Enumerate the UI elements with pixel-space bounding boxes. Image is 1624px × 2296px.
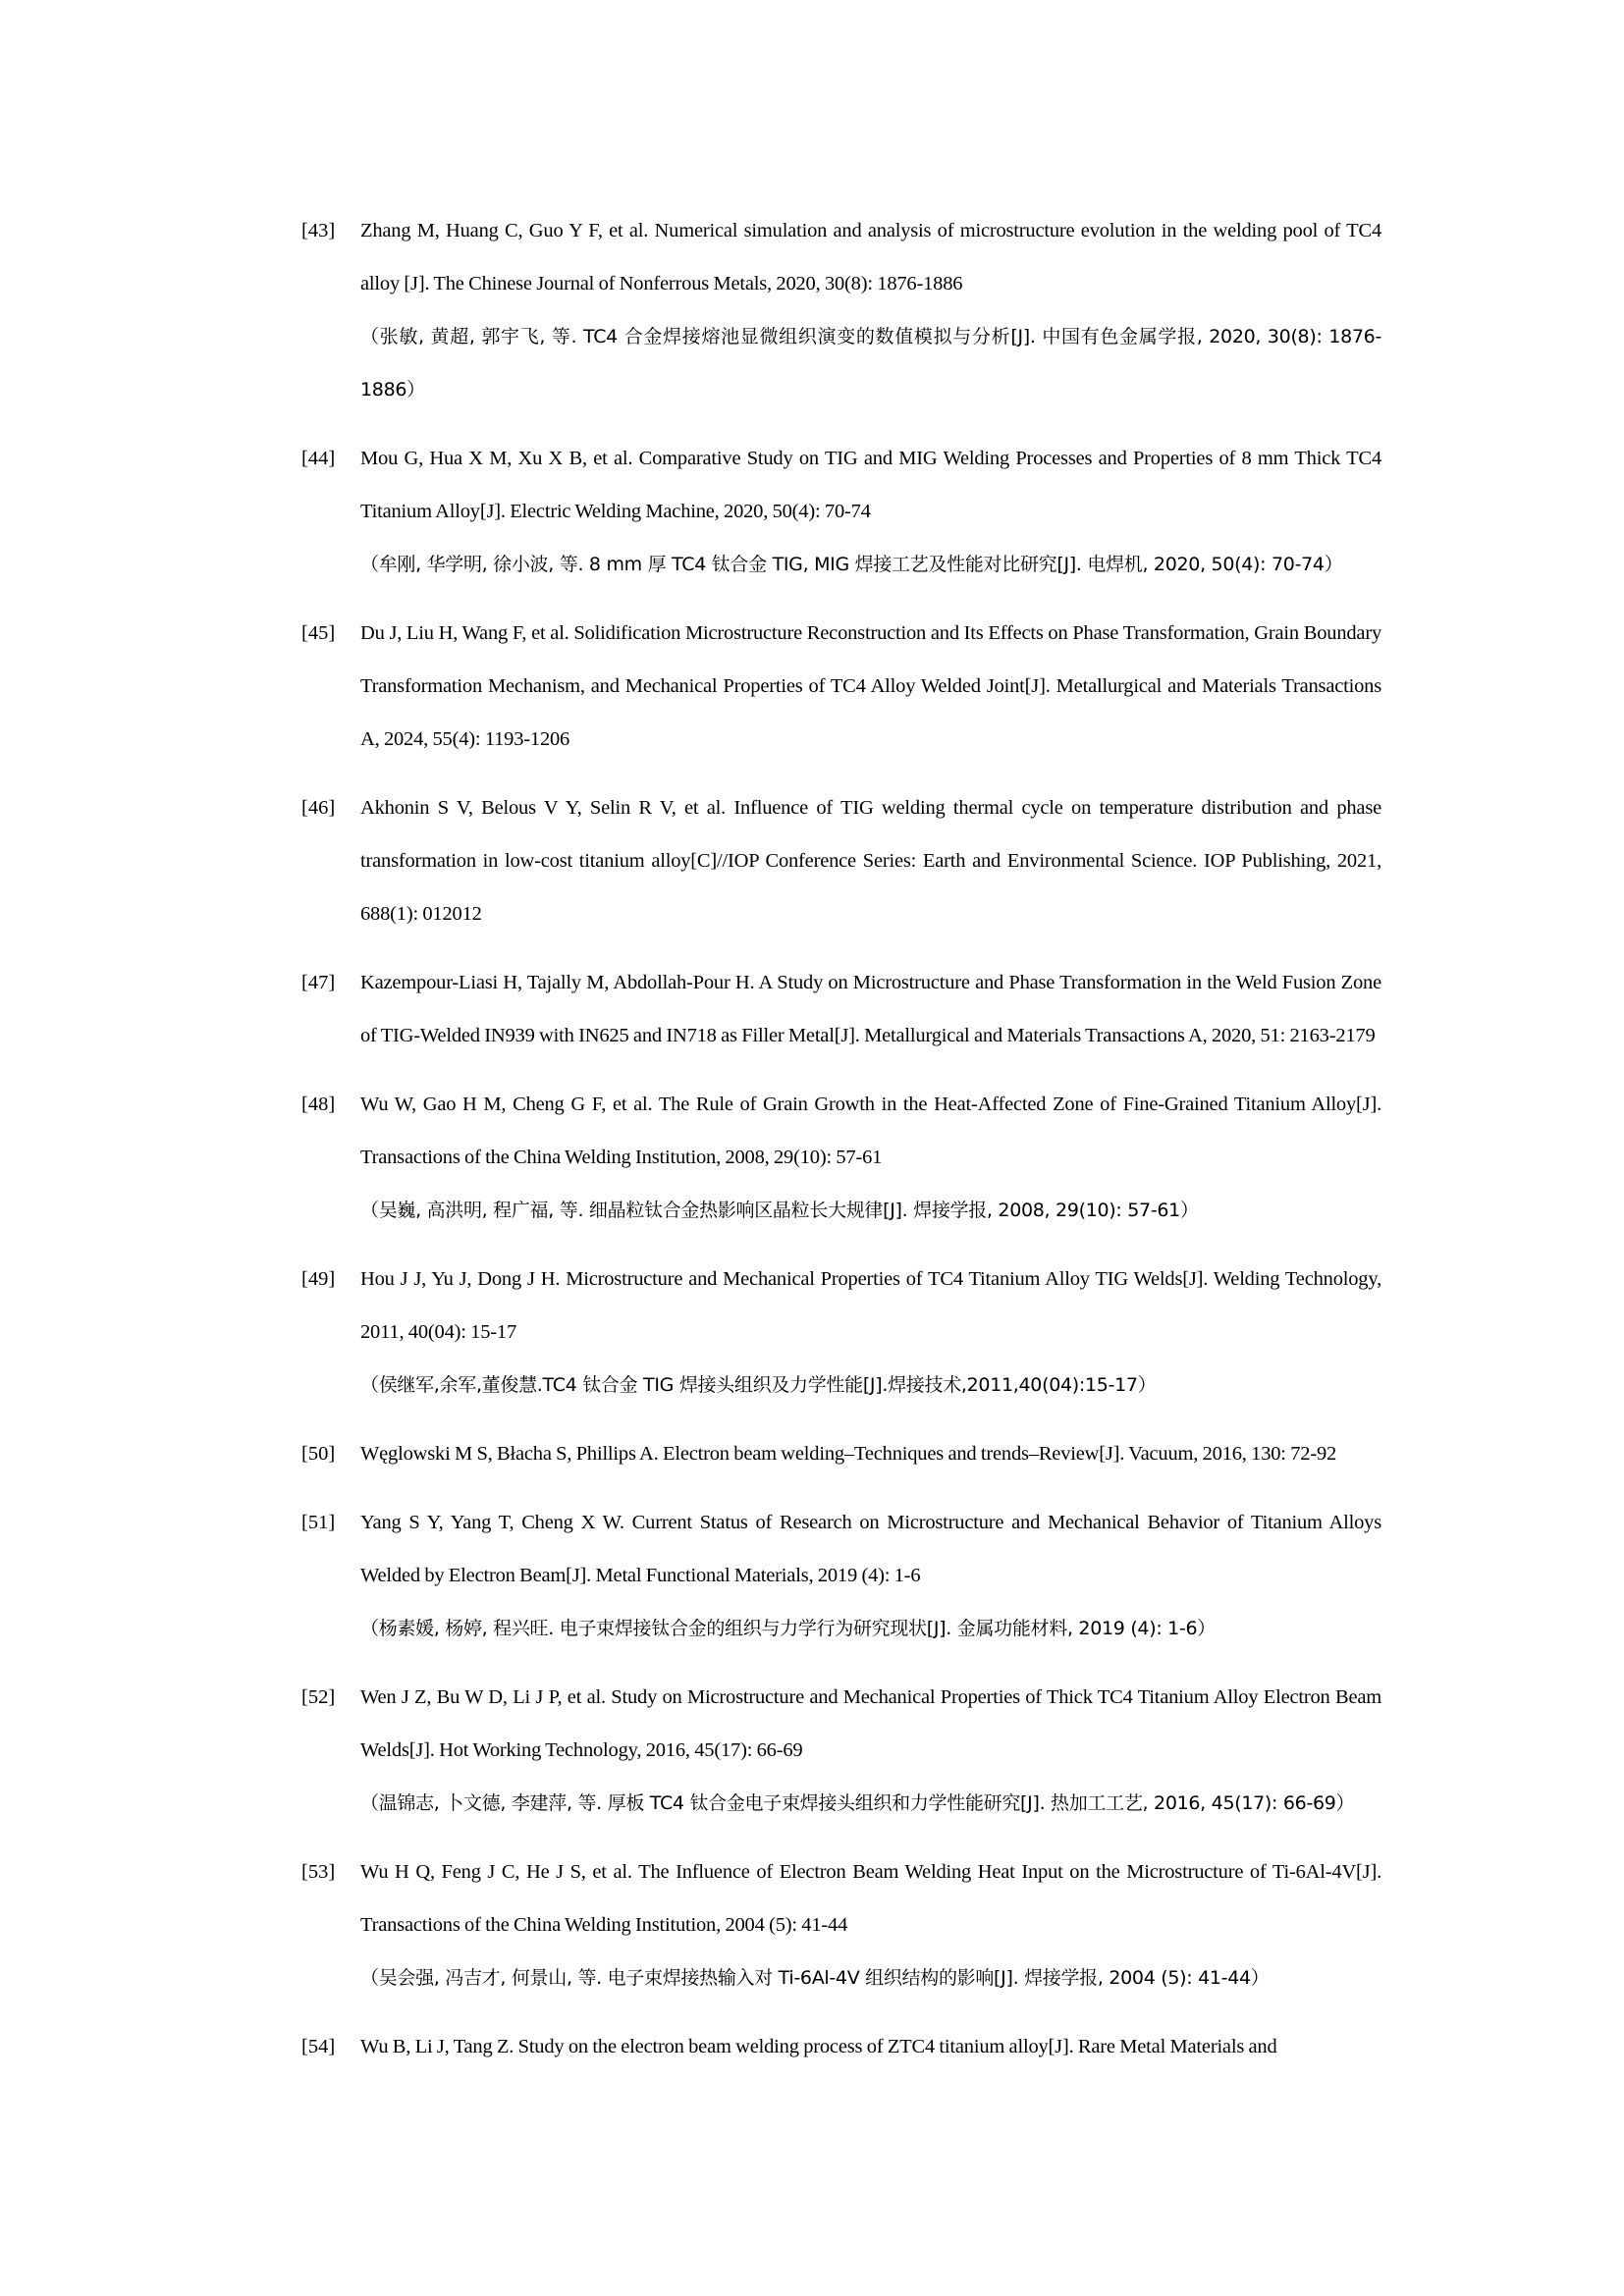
reference-body <box>360 1427 1381 1480</box>
reference-body <box>360 1845 1381 2004</box>
reference-body <box>360 1253 1381 1412</box>
reference-number: [54] <box>301 2036 336 2057</box>
reference-english: Mou G, Hua X M, Xu X B, et al. Comparative Study on TIG and MIG Welding Processes and Properties of 8 mm Thick TC4 Titanium Alloy[J]. Electric Welding Machine, 2020, 50(4): 70-74 <box>360 448 1381 522</box>
reference-english: Wu W, Gao H M, Cheng G F, et al. The Rule of Grain Growth in the Heat-Affected Zone of Fine-Grained Titanium Alloy[J]. Transactions of the China Welding Institution, 2008, 29(10): 57-61 <box>360 1094 1381 1168</box>
reference-number: [51] <box>301 1512 336 1533</box>
reference-english: Wu H Q, Feng J C, He J S, et al. The Influence of Electron Beam Welding Heat Input on the Microstructure of Ti-6Al-4V[J]. Transactions of the China Welding Institution, 2004 (5): 41-44 <box>360 1861 1381 1936</box>
reference-english: Węglowski M S, Błacha S, Phillips A. Electron beam welding–Techniques and trends–Review[J]. Vacuum, 2016, 130: 72-92 <box>360 1443 1337 1465</box>
reference-49 <box>301 1253 1381 1412</box>
reference-number: [48] <box>301 1094 336 1115</box>
reference-list <box>301 204 1381 2089</box>
reference-english: Hou J J, Yu J, Dong J H. Microstructure and Mechanical Properties of TC4 Titanium Alloy TIG Welds[J]. Welding Technology, 2011, 40(04): 15-17 <box>360 1268 1381 1343</box>
reference-chinese: （吴巍, 高洪明, 程广福, 等. 细晶粒钛合金热影响区晶粒长大规律[J]. 焊接学报, 2008, 29(10): 57-61） <box>360 1200 1199 1221</box>
reference-number: [47] <box>301 972 336 993</box>
reference-english: Wen J Z, Bu W D, Li J P, et al. Study on Microstructure and Mechanical Properties of Thick TC4 Titanium Alloy Electron Beam Welds[J]. Hot Working Technology, 2016, 45(17): 66-69 <box>360 1686 1381 1761</box>
reference-english: Akhonin S V, Belous V Y, Selin R V, et al. Influence of TIG welding thermal cycle on temperature distribution and phase transformation in low-cost titanium alloy[C]//IOP Conference Series: Earth and Environmental Science. IOP Publishing, 2021, 688(1): 012012 <box>360 797 1381 925</box>
reference-number: [43] <box>301 220 336 241</box>
reference-46 <box>301 781 1381 940</box>
reference-43 <box>301 204 1381 416</box>
reference-body <box>360 956 1381 1062</box>
reference-44 <box>301 432 1381 591</box>
reference-body <box>360 1496 1381 1655</box>
reference-51 <box>301 1496 1381 1655</box>
reference-body <box>360 1078 1381 1237</box>
reference-body <box>360 432 1381 591</box>
reference-chinese: （牟刚, 华学明, 徐小波, 等. 8 mm 厚 TC4 钛合金 TIG, MIG 焊接工艺及性能对比研究[J]. 电焊机, 2020, 50(4): 70-74） <box>360 554 1343 575</box>
reference-chinese: （侯继军,余军,董俊慧.TC4 钛合金 TIG 焊接头组织及力学性能[J].焊接技术,2011,40(04):15-17） <box>360 1374 1157 1396</box>
reference-english: Zhang M, Huang C, Guo Y F, et al. Numerical simulation and analysis of microstructure evolution in the welding pool of TC4 alloy [J]. The Chinese Journal of Nonferrous Metals, 2020, 30(8): 1876-1886 <box>360 220 1381 294</box>
reference-number: [53] <box>301 1861 336 1883</box>
reference-53 <box>301 1845 1381 2004</box>
reference-english: Du J, Liu H, Wang F, et al. Solidification Microstructure Reconstruction and Its Effects on Phase Transformation, Grain Boundary Transformation Mechanism, and Mechanical Properties of TC4 Alloy Welded Joint[J]. Metallurgical and Materials Transactions A, 2024, 55(4): 1193-1206 <box>360 622 1381 750</box>
reference-body <box>360 607 1381 766</box>
reference-number: [44] <box>301 448 336 469</box>
reference-45 <box>301 607 1381 766</box>
reference-number: [50] <box>301 1443 336 1465</box>
reference-number: [52] <box>301 1686 336 1708</box>
reference-body <box>360 781 1381 940</box>
reference-body <box>360 204 1381 416</box>
reference-number: [46] <box>301 797 336 819</box>
reference-48 <box>301 1078 1381 1237</box>
reference-chinese: （吴会强, 冯吉才, 何景山, 等. 电子束焊接热输入对 Ti-6Al-4V 组织结构的影响[J]. 焊接学报, 2004 (5): 41-44） <box>360 1967 1270 1989</box>
reference-body <box>360 2020 1381 2073</box>
reference-50 <box>301 1427 1381 1480</box>
reference-chinese: （杨素媛, 杨婷, 程兴旺. 电子束焊接钛合金的组织与力学行为研究现状[J]. 金属功能材料, 2019 (4): 1-6） <box>360 1618 1217 1639</box>
reference-number: [49] <box>301 1268 336 1290</box>
reference-number: [45] <box>301 622 336 644</box>
reference-54 <box>301 2020 1381 2073</box>
reference-47 <box>301 956 1381 1062</box>
reference-english: Wu B, Li J, Tang Z. Study on the electron beam welding process of ZTC4 titanium alloy[J]. Rare Metal Materials and <box>360 2036 1277 2057</box>
reference-english: Kazempour-Liasi H, Tajally M, Abdollah-Pour H. A Study on Microstructure and Phase Transformation in the Weld Fusion Zone of TIG-Welded IN939 with IN625 and IN718 as Filler Metal[J]. Metallurgical and Materials Transactions A, 2020, 51: 2163-2179 <box>360 972 1381 1046</box>
reference-english: Yang S Y, Yang T, Cheng X W. Current Status of Research on Microstructure and Mechanical Behavior of Titanium Alloys Welded by Electron Beam[J]. Metal Functional Materials, 2019 (4): 1-6 <box>360 1512 1381 1586</box>
reference-chinese: （张敏, 黄超, 郭宇飞, 等. TC4 合金焊接熔池显微组织演变的数值模拟与分析[J]. 中国有色金属学报, 2020, 30(8): 1876-1886） <box>360 326 1381 400</box>
reference-52 <box>301 1671 1381 1830</box>
reference-chinese: （温锦志, 卜文德, 李建萍, 等. 厚板 TC4 钛合金电子束焊接头组织和力学性能研究[J]. 热加工工艺, 2016, 45(17): 66-69） <box>360 1792 1355 1814</box>
reference-body <box>360 1671 1381 1830</box>
